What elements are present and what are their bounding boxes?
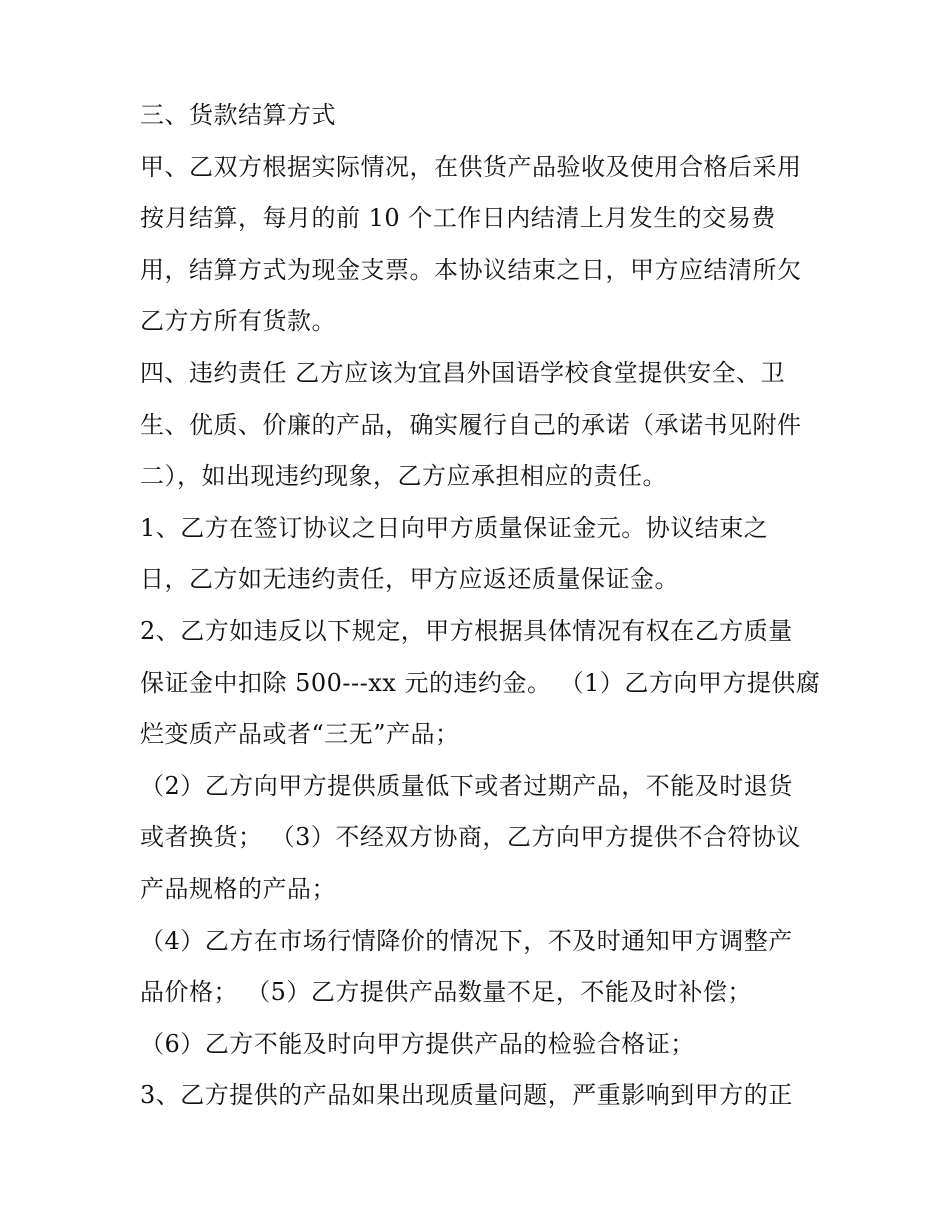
document-body — [140, 103, 820, 1135]
clause-2-line: 2、乙方如违反以下规定，甲方根据具体情况有权在乙方质量 — [140, 616, 793, 645]
clause-2-item-line: 或者换货； （3）不经双方协商，乙方向甲方提供不合符协议 — [140, 823, 801, 852]
clause-2-item-line: （2）乙方向甲方提供质量低下或者过期产品，不能及时退货 — [140, 771, 793, 800]
section-heading-liability: 四、违约责任 乙方应该为宜昌外国语学校食堂提供安全、卫 — [140, 358, 786, 387]
paragraph-line: 用，结算方式为现金支票。本协议结束之日，甲方应结清所欠 — [140, 255, 802, 284]
clause-1-line: 日，乙方如无违约责任，甲方应返还质量保证金。 — [140, 565, 679, 594]
clause-2-line: 保证金中扣除 500---xx 元的违约金。 （1）乙方向甲方提供腐 — [140, 668, 821, 697]
paragraph-line: 按月结算，每月的前 10 个工作日内结清上月发生的交易费 — [140, 204, 776, 233]
clause-1-line: 1、乙方在签订协议之日向甲方质量保证金元。协议结束之 — [140, 513, 769, 542]
section-heading-payment: 三、货款结算方式 — [140, 101, 336, 129]
clause-2-item-line: 产品规格的产品； — [140, 874, 336, 903]
clause-2-item-line: （4）乙方在市场行情降价的情况下，不及时通知甲方调整产 — [140, 926, 793, 955]
paragraph-line: 二），如出现违约现象，乙方应承担相应的责任。 — [140, 462, 667, 491]
clause-2-item-line: 品价格； （5）乙方提供产品数量不足，不能及时补偿； — [140, 978, 752, 1007]
paragraph-line: 乙方方所有货款。 — [140, 307, 336, 336]
clause-2-item-line: （6）乙方不能及时向甲方提供产品的检验合格证； — [140, 1029, 695, 1058]
paragraph-line: 甲、乙双方根据实际情况，在供货产品验收及使用合格后采用 — [140, 152, 802, 181]
clause-2-line: 烂变质产品或者“三无”产品； — [140, 720, 460, 749]
clause-3-line: 3、乙方提供的产品如果出现质量问题，严重影响到甲方的正 — [140, 1081, 793, 1110]
paragraph-line: 生、优质、价廉的产品，确实履行自己的承诺（承诺书见附件 — [140, 410, 802, 439]
